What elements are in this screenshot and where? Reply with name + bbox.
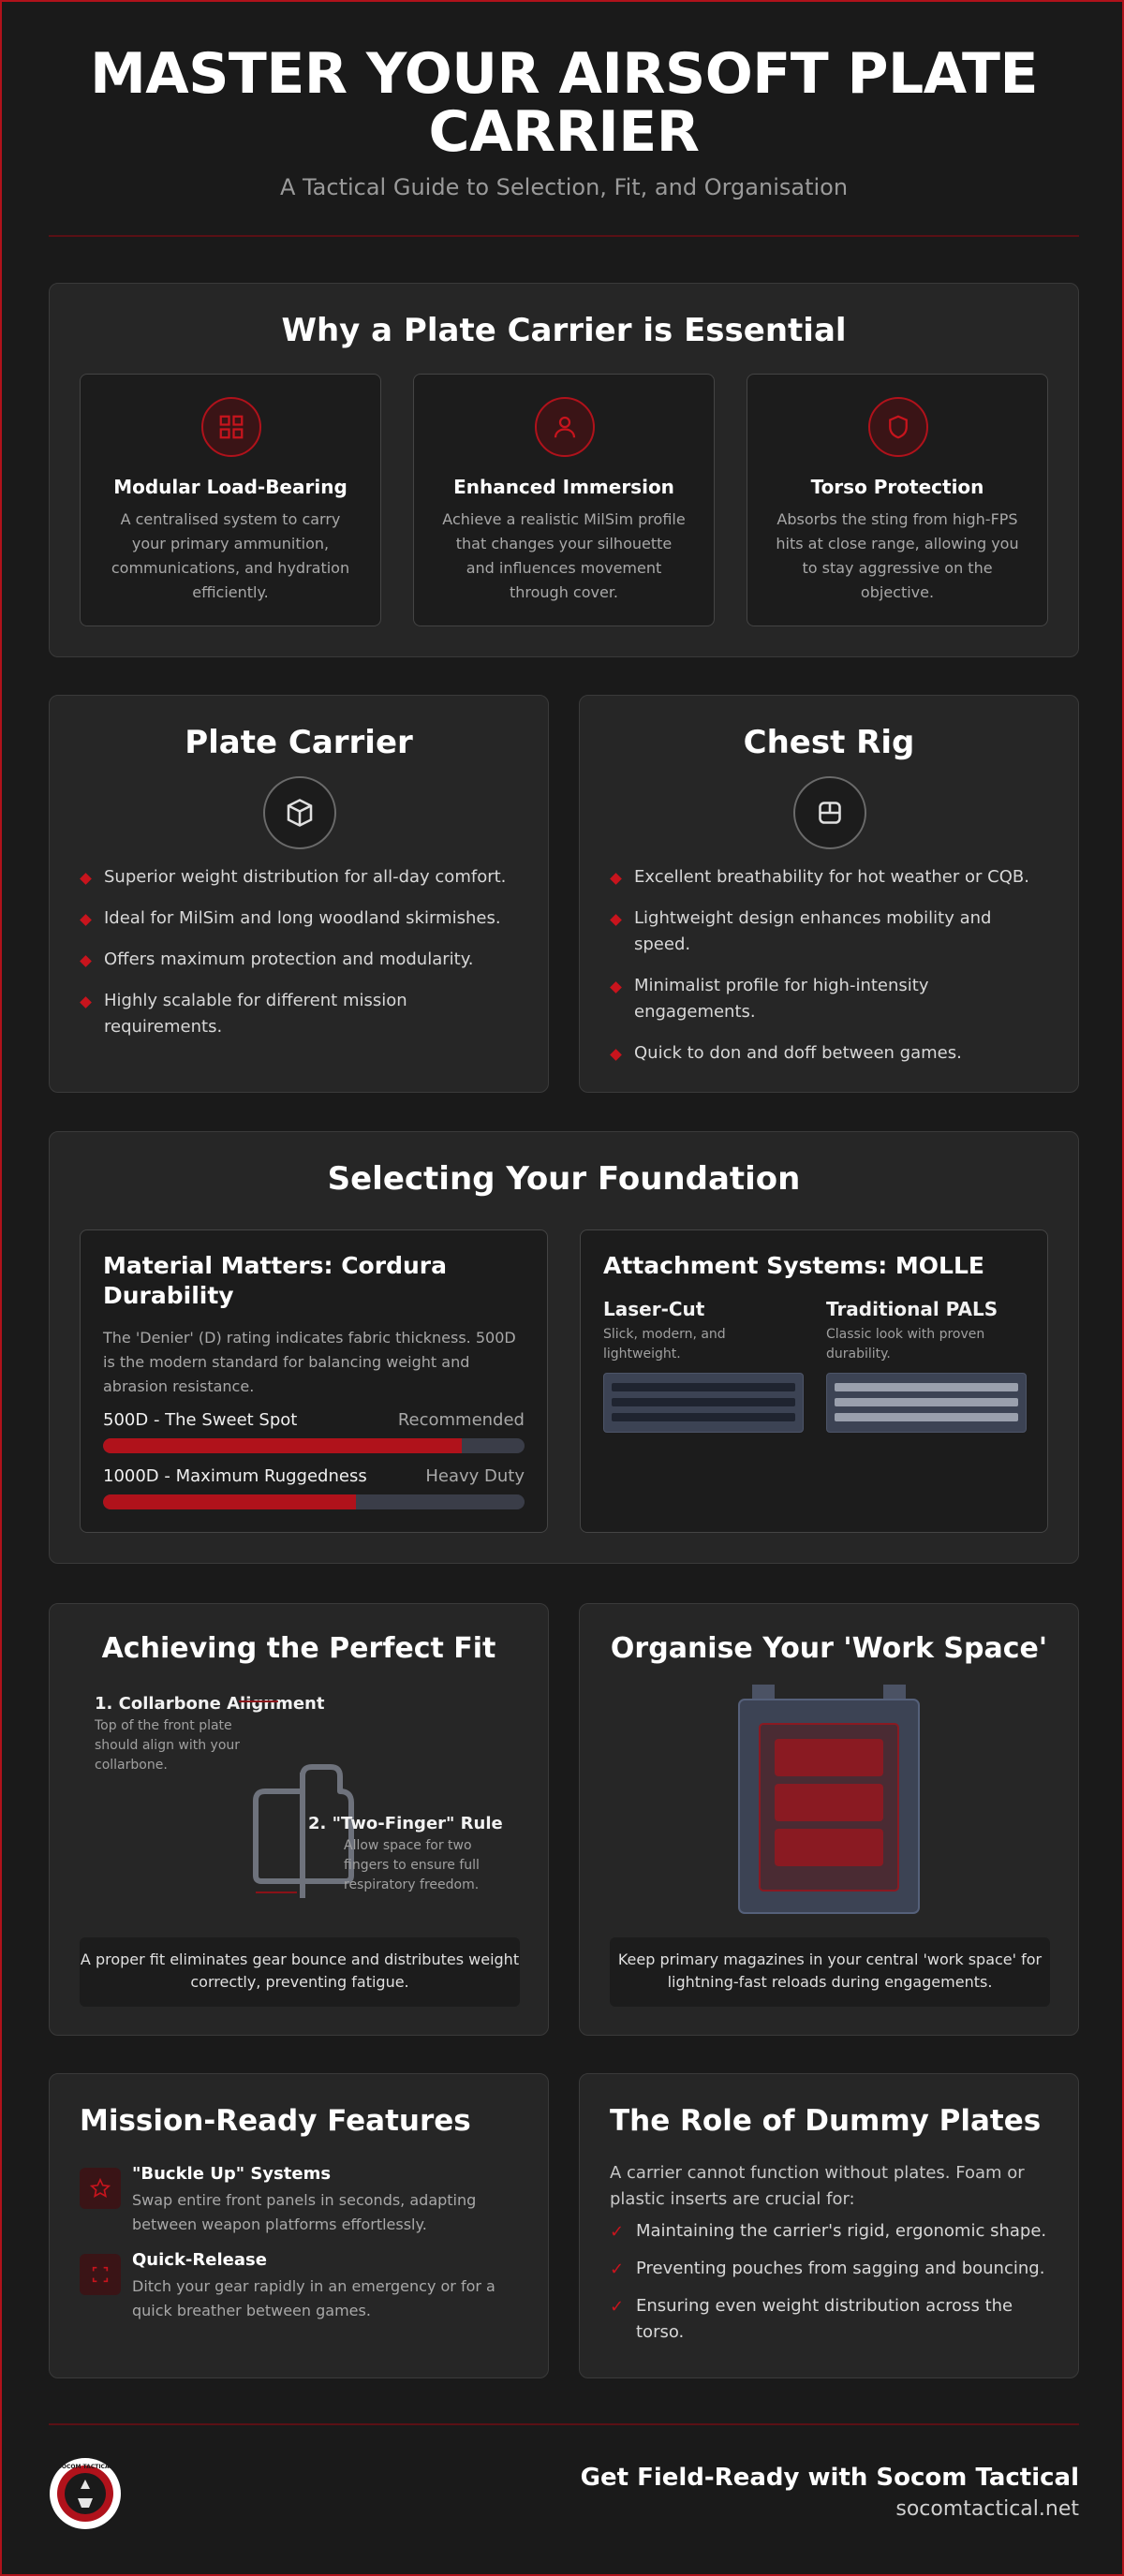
dummy-points — [610, 2218, 1059, 2357]
mission-title: Mission-Ready Features — [80, 2104, 471, 2138]
footer-cta: Get Field-Ready with Socom Tactical — [580, 2464, 1079, 2492]
material-desc: The 'Denier' (D) rating indicates fabric thickness. 500D is the modern standard for balancing weight and abrasion resistance. — [103, 1329, 516, 1395]
check-icon: ✓ — [610, 2222, 625, 2242]
why-section — [49, 283, 1079, 657]
material-card — [80, 1229, 548, 1533]
workspace-note: Keep primary magazines in your central 'work space' for lightning-fast reloads during engagements. — [610, 1937, 1050, 2007]
bar-label-500d: 500D - The Sweet Spot — [103, 1410, 298, 1430]
header-divider — [49, 235, 1079, 237]
plate-carrier-title: Plate Carrier — [185, 724, 413, 761]
bar-tag-500d: Recommended — [397, 1410, 525, 1430]
foundation-section — [49, 1131, 1079, 1564]
user-icon — [535, 397, 595, 457]
dummy-plates-card — [579, 2073, 1079, 2378]
material-title: Material Matters: Cordura Durability — [103, 1252, 447, 1309]
workspace-card — [579, 1603, 1079, 2036]
socom-logo — [49, 2457, 122, 2530]
mission-item-title: Quick-Release — [132, 2250, 267, 2270]
molle-card — [580, 1229, 1048, 1533]
mission-item-desc: Swap entire front panels in seconds, adapting between weapon platforms effortlessly. — [132, 2191, 477, 2233]
list-item: Ideal for MilSim and long woodland skirmishes. — [80, 905, 520, 932]
check-icon: ✓ — [610, 2297, 625, 2317]
chest-rig-card — [579, 695, 1079, 1093]
feature-card-modular — [80, 374, 381, 626]
chest-rig-title: Chest Rig — [743, 724, 915, 761]
page-title: MASTER YOUR AIRSOFT PLATE CARRIER — [90, 41, 1038, 165]
plate-carrier-card — [49, 695, 549, 1093]
pals-panel — [826, 1373, 1027, 1433]
feature-desc: Achieve a realistic MilSim profile that changes your silhouette and influences movement through cover. — [442, 510, 686, 601]
dummy-intro: A carrier cannot function without plates. Foam or plastic inserts are crucial for: — [610, 2163, 1025, 2209]
grid-icon — [201, 397, 261, 457]
mission-card — [49, 2073, 549, 2378]
magazine-workspace-diagram — [737, 1685, 921, 1917]
foundation-title: Selecting Your Foundation — [327, 1160, 801, 1198]
molle-title: Attachment Systems: MOLLE — [603, 1252, 984, 1279]
pals-desc: Classic look with proven durability. — [826, 1327, 985, 1362]
list-item: Superior weight distribution for all-day comfort. — [80, 864, 520, 891]
footer-url-link[interactable]: socomtactical.net — [895, 2497, 1079, 2521]
list-item — [610, 2293, 1059, 2346]
list-item-text: Ensuring even weight distribution across the torso. — [636, 2296, 1013, 2342]
check-icon: ✓ — [610, 2260, 625, 2279]
shield-icon — [868, 397, 928, 457]
vest-icon — [263, 776, 336, 849]
fit-title: Achieving the Perfect Fit — [101, 1632, 496, 1665]
list-item-text: Maintaining the carrier's rigid, ergonomic shape. — [636, 2221, 1047, 2241]
mission-item-title: "Buckle Up" Systems — [132, 2164, 332, 2184]
list-item: Quick to don and doff between games. — [610, 1040, 1050, 1067]
fit-card — [49, 1603, 549, 2036]
list-item: Offers maximum protection and modularity. — [80, 947, 520, 973]
laser-cut-title: Laser-Cut — [603, 1298, 705, 1320]
page-subtitle: A Tactical Guide to Selection, Fit, and Organisation — [279, 174, 849, 200]
footer-divider — [49, 2423, 1079, 2425]
list-item — [610, 2256, 1059, 2282]
bar-track-1000d — [103, 1494, 525, 1509]
feature-desc: A centralised system to carry your primary ammunition, communications, and hydration efficiently. — [111, 510, 350, 601]
feature-card-immersion — [413, 374, 715, 626]
laser-cut-desc: Slick, modern, and lightweight. — [603, 1327, 726, 1362]
list-item-text: Preventing pouches from sagging and bouncing. — [636, 2259, 1045, 2278]
why-title: Why a Plate Carrier is Essential — [281, 312, 847, 349]
pals-title: Traditional PALS — [826, 1298, 998, 1320]
list-item — [610, 2218, 1059, 2245]
list-item: Lightweight design enhances mobility and speed. — [610, 905, 1050, 958]
feature-title: Enhanced Immersion — [453, 476, 674, 498]
logo-text: SOCOM TACTICAL — [57, 2464, 113, 2470]
plate-carrier-points — [80, 864, 520, 1055]
list-item: Highly scalable for different mission requirements. — [80, 988, 520, 1040]
bar-tag-1000d: Heavy Duty — [425, 1466, 525, 1486]
dummy-title: The Role of Dummy Plates — [610, 2104, 1042, 2138]
rig-icon — [793, 776, 866, 849]
star-icon — [80, 2168, 121, 2209]
feature-desc: Absorbs the sting from high-FPS hits at close range, allowing you to stay aggressive on the objective. — [776, 510, 1019, 601]
list-item: Minimalist profile for high-intensity engagements. — [610, 973, 1050, 1025]
bar-track-500d — [103, 1438, 525, 1453]
feature-title: Torso Protection — [810, 476, 984, 498]
workspace-title: Organise Your 'Work Space' — [610, 1632, 1048, 1665]
fit-note: A proper fit eliminates gear bounce and distributes weight correctly, preventing fatigue. — [80, 1937, 520, 2007]
fit-step-1-desc: Top of the front plate should align with your collarbone. — [95, 1718, 241, 1773]
release-icon — [80, 2254, 121, 2295]
list-item: Excellent breathability for hot weather or CQB. — [610, 864, 1050, 891]
mission-item-desc: Ditch your gear rapidly in an emergency or for a quick breather between games. — [132, 2277, 495, 2319]
page-content — [49, 2, 1079, 2521]
fit-step-2-desc: Allow space for two fingers to ensure full respiratory freedom. — [344, 1838, 480, 1892]
feature-card-protection — [747, 374, 1048, 626]
chest-rig-points — [610, 864, 1050, 1082]
feature-title: Modular Load-Bearing — [113, 476, 348, 498]
laser-cut-panel — [603, 1373, 804, 1433]
fit-step-2-title: 2. "Two-Finger" Rule — [308, 1814, 503, 1833]
bar-label-1000d: 1000D - Maximum Ruggedness — [103, 1466, 367, 1486]
bar-fill-1000d — [103, 1494, 356, 1509]
header — [49, 2, 1079, 200]
fit-step-1-title: 1. Collarbone Alignment — [95, 1694, 325, 1714]
bar-fill-500d — [103, 1438, 462, 1453]
